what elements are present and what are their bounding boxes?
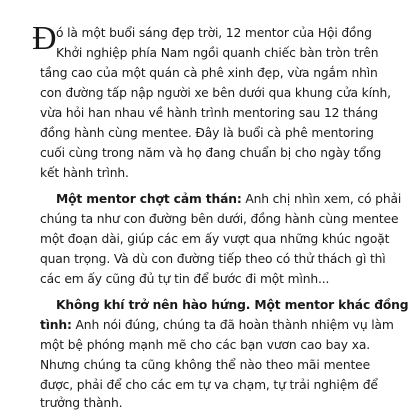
paragraph-1-line-5: vừa hỏi han nhau về hành trình mentoring sau 12 tháng [40, 106, 379, 120]
paragraph-3-line-1 [56, 295, 408, 315]
paragraph-3-lead-rest: Anh nói đúng, chúng ta đã hoàn thành nhiệm vụ làm [71, 318, 394, 332]
paragraph-2-line-4: quan trọng. Và dù con đường tiếp theo có thử thách gì thì [40, 252, 386, 266]
paragraph-2-line-5: các em ấy cũng đủ tự tin để bước đi một mình... [40, 272, 330, 286]
paragraph-3-line-6: trưởng thành. [40, 396, 123, 410]
paragraph-3-line-4: Nhưng chúng ta cũng không thể nào theo mãi mentee [40, 358, 370, 372]
paragraph-2-line-3: một đoạn dài, giúp các em ấy vượt qua những khúc ngoặt [40, 232, 390, 246]
paragraph-3-bold-lead: Không khí trở nên hào hứng. Một mentor khác đồng [56, 298, 408, 312]
paragraph-3-line-3: một bệ phóng mạnh mẽ cho các bạn vươn cao bay xa. [40, 338, 370, 352]
paragraph-1-line-3: tầng cao của một quán cà phê xinh đẹp, vừa ngắm nhìn [40, 66, 378, 80]
paragraph-3-line-2 [40, 315, 394, 335]
paragraph-2-line-2: chúng ta như con đường bên dưới, đồng hành cùng mentee [40, 212, 399, 226]
paragraph-2-bold-lead: Một mentor chợt cảm thán: [56, 192, 242, 206]
paragraph-1-line-8: kết hành trình. [40, 166, 129, 180]
paragraph-1-line-4: con đường tấp nập người xe bên dưới qua khung cửa kính, [40, 86, 391, 100]
paragraph-1-line-6: đồng hành cùng mentee. Đây là buổi cà phê mentoring [40, 126, 374, 140]
paragraph-1-line-2: Khởi nghiệp phía Nam ngồi quanh chiếc bàn tròn trên [56, 46, 379, 60]
paragraph-1-line-7: cuối cùng trong năm và họ đang chuẩn bị cho ngày tổng [40, 146, 382, 160]
paragraph-3-bold-lead-2: tình: [40, 318, 72, 332]
paragraph-2-line-1 [56, 189, 402, 209]
drop-cap: Đ [32, 20, 57, 57]
paragraph-3-line-5: được, phải để cho các em tự va chạm, tự trải nghiệm để [40, 378, 378, 392]
paragraph-1-line-1: ó là một buổi sáng đẹp trời, 12 mentor của Hội đồng [56, 26, 372, 40]
paragraph-2-lead-rest: Anh chị nhìn xem, có phải [241, 192, 402, 206]
